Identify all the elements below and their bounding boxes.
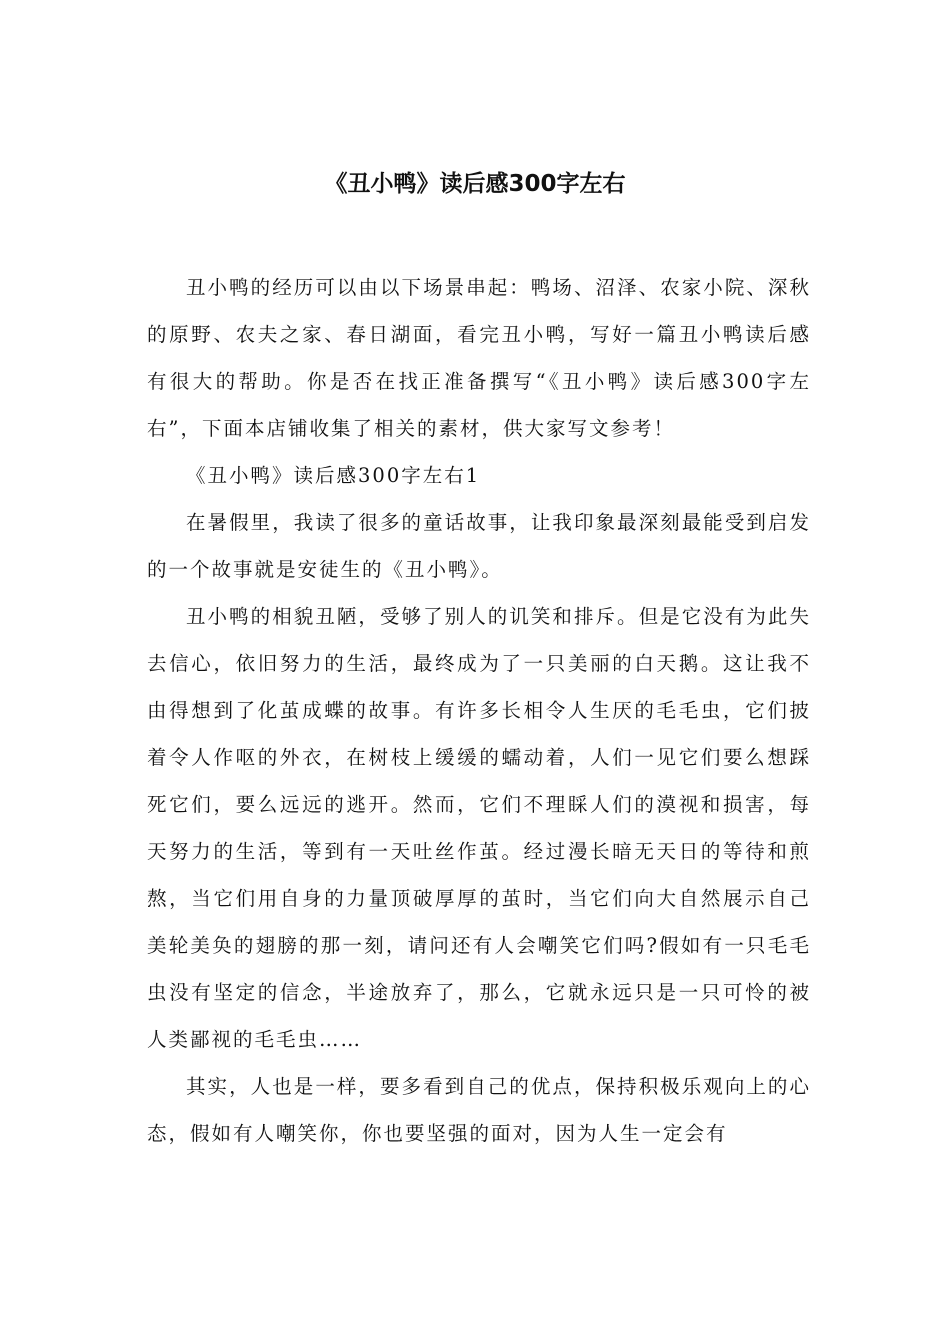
document-body [147, 264, 811, 1157]
document-title: 《丑小鸭》读后感300字左右 [324, 171, 626, 197]
section-heading: 《丑小鸭》读后感300字左右1 [186, 464, 481, 487]
intro-paragraph: 丑小鸭的经历可以由以下场景串起：鸭场、沼泽、农家小院、深秋的原野、农夫之家、春日湖面，看完丑小鸭，写好一篇丑小鸭读后感有很大的帮助。你是否在找正准备撰写“《丑小鸭》读后感300字左右”，下面本店铺收集了相关的素材，供大家写文参考！ [147, 276, 811, 440]
body-paragraph: 在暑假里，我读了很多的童话故事，让我印象最深刻最能受到启发的一个故事就是安徒生的《丑小鸭》。 [147, 511, 811, 581]
body-paragraph: 其实，人也是一样，要多看到自己的优点，保持积极乐观向上的心态，假如有人嘲笑你，你也要坚强的面对，因为人生一定会有 [147, 1075, 811, 1145]
body-paragraph: 丑小鸭的相貌丑陋，受够了别人的讥笑和排斥。但是它没有为此失去信心，依旧努力的生活，最终成为了一只美丽的白天鹅。这让我不由得想到了化茧成蝶的故事。有许多长相令人生厌的毛毛虫，它们披着令人作呕的外衣，在树枝上缓缓的蠕动着，人们一见它们要么想踩死它们，要么远远的逃开。然而，它们不理睬人们的漠视和损害，每天努力的生活，等到有一天吐丝作茧。经过漫长暗无天日的等待和煎熬，当它们用自身的力量顶破厚厚的茧时，当它们向大自然展示自己美轮美奂的翅膀的那一刻，请问还有人会嘲笑它们吗?假如有一只毛毛虫没有坚定的信念，半途放弃了，那么，它就永远只是一只可怜的被人类鄙视的毛毛虫…… [147, 605, 811, 1051]
